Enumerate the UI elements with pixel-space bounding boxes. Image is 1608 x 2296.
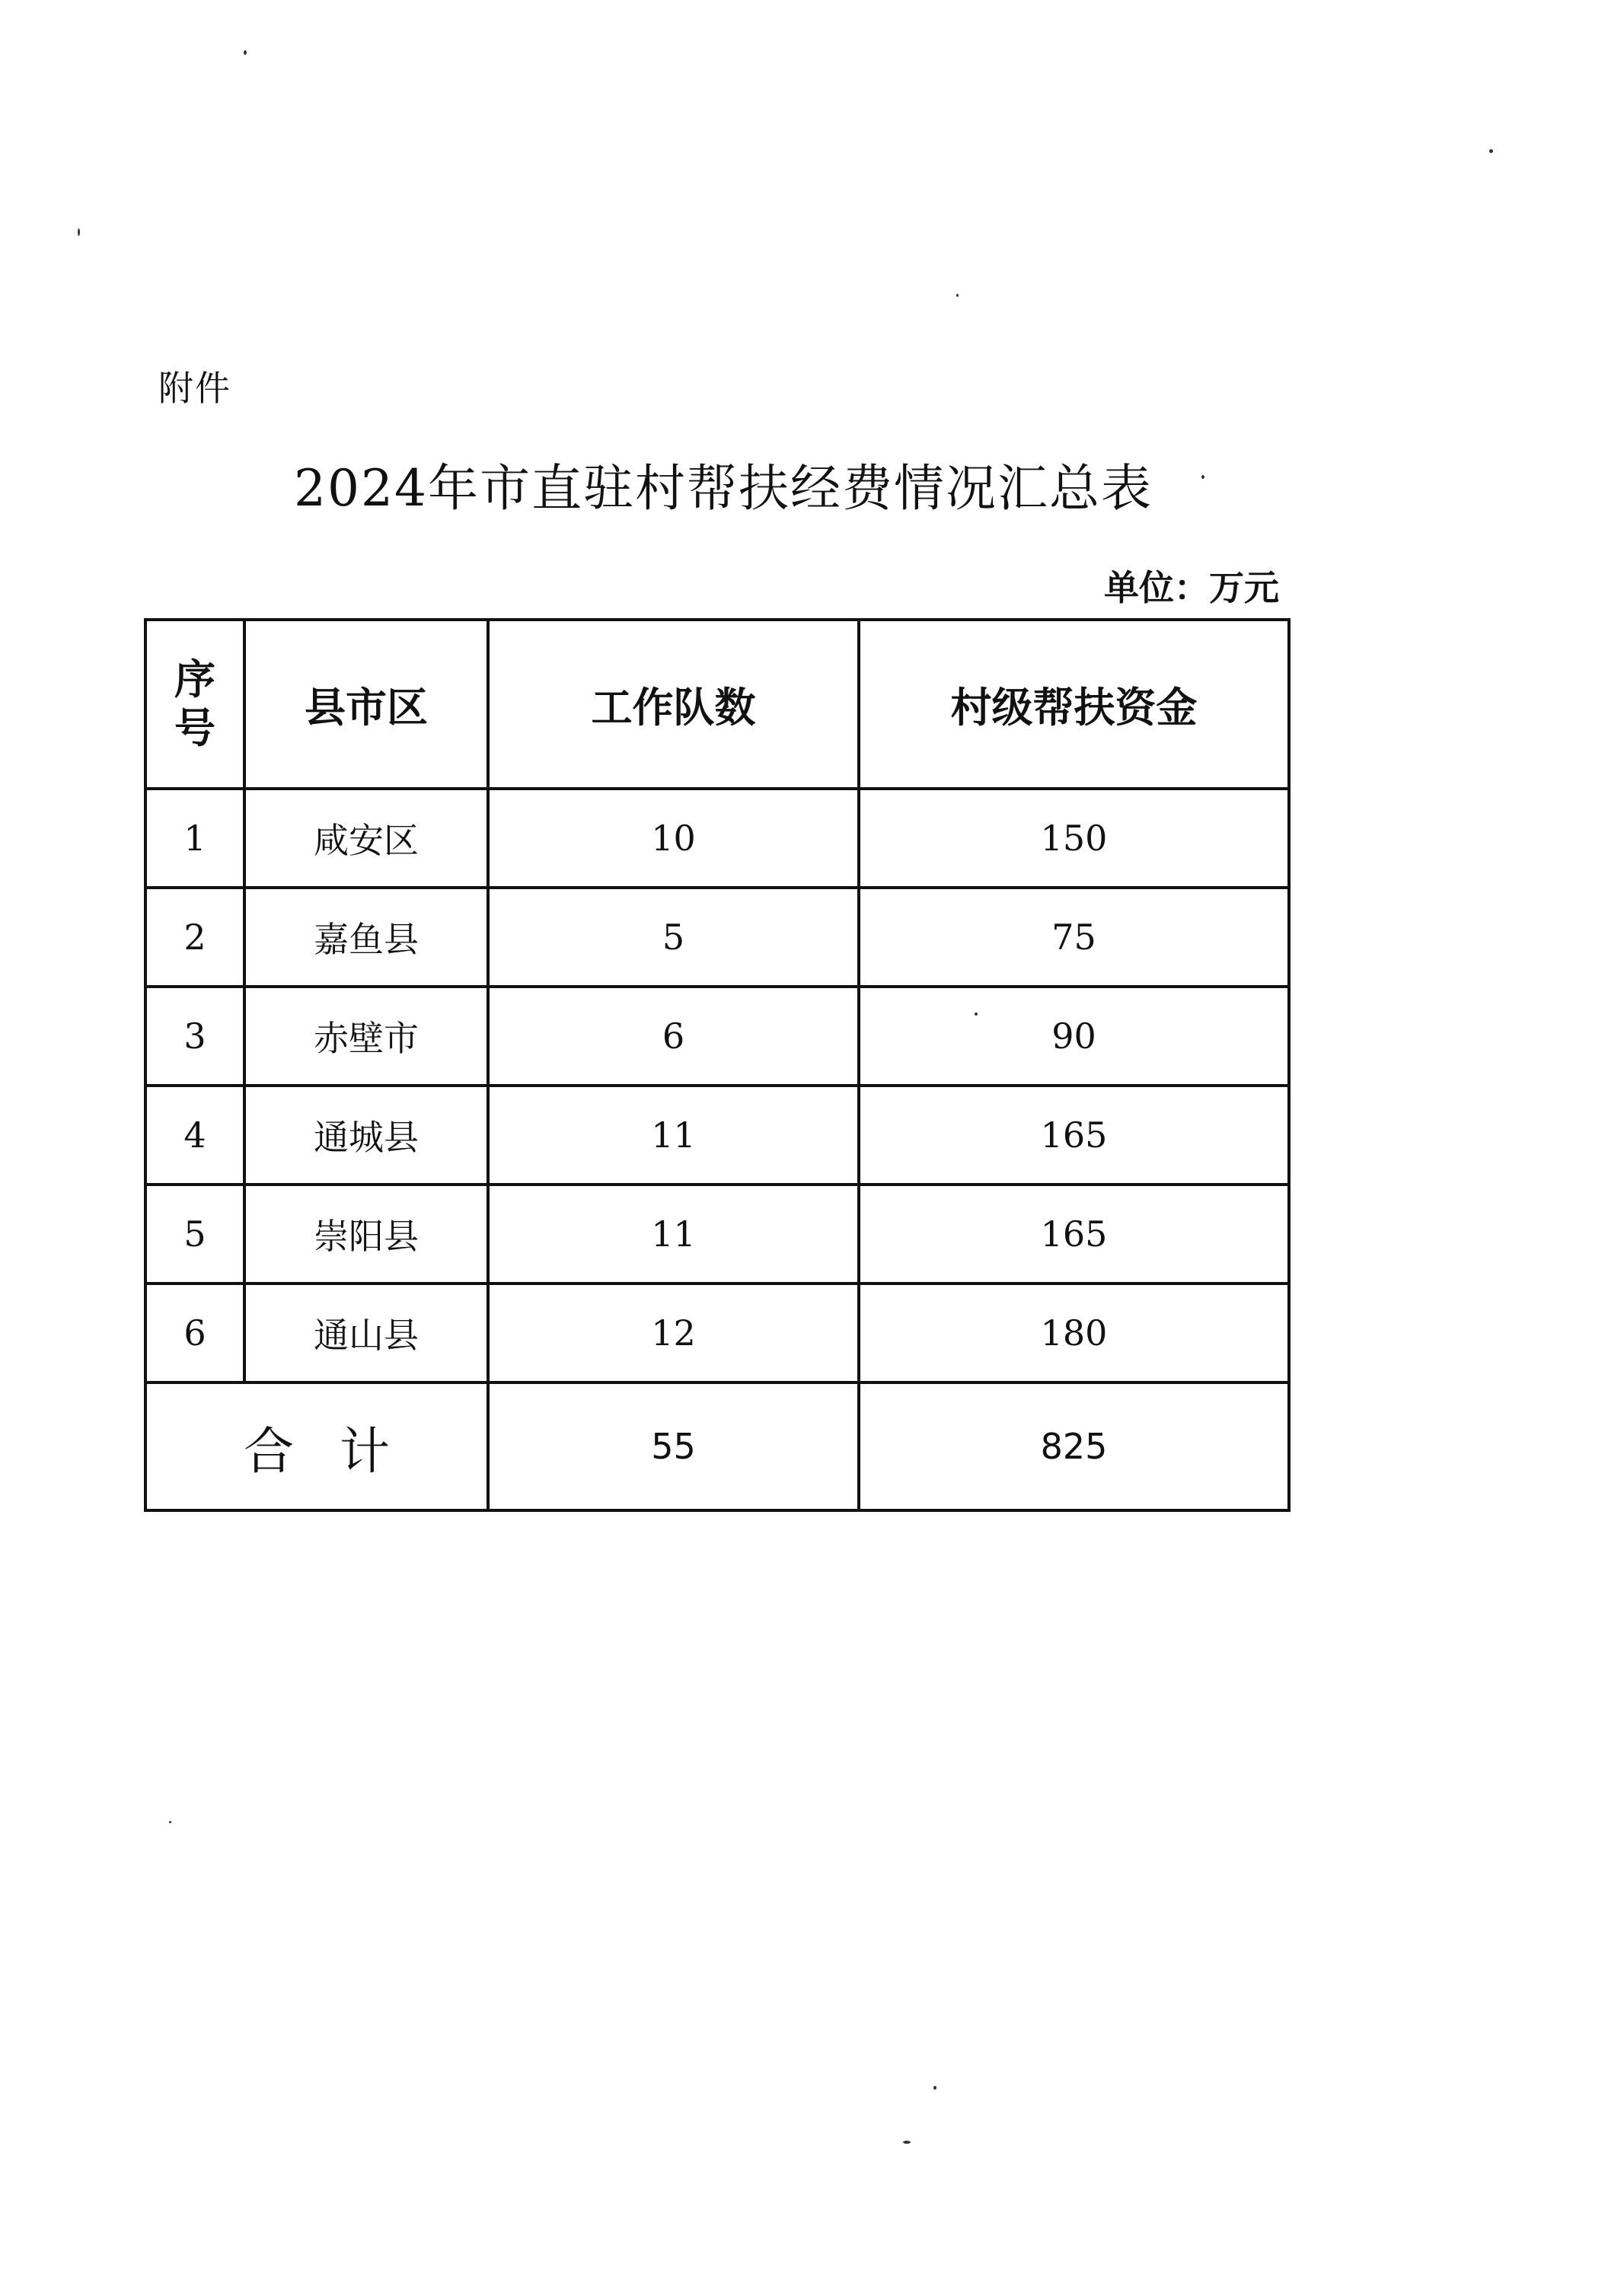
- scan-speck: [169, 1821, 171, 1823]
- total-teams: 55: [488, 1382, 859, 1510]
- cell-funds: 180: [859, 1284, 1289, 1382]
- total-label: 合计: [145, 1382, 488, 1510]
- scan-speck: [975, 1012, 978, 1016]
- cell-funds: 90: [859, 987, 1289, 1086]
- cell-funds: 75: [859, 888, 1289, 987]
- header-teams: 工作队数: [488, 620, 859, 789]
- table-row: [145, 789, 1289, 888]
- table-row: [145, 987, 1289, 1086]
- scan-speck: [244, 50, 247, 55]
- table-header-row: [145, 620, 1289, 789]
- cell-seq: 6: [145, 1284, 244, 1382]
- cell-funds: 165: [859, 1086, 1289, 1185]
- cell-county: 通城县: [244, 1086, 488, 1185]
- cell-county: 咸安区: [244, 789, 488, 888]
- scan-speck: [78, 228, 80, 236]
- cell-county: 嘉鱼县: [244, 888, 488, 987]
- table-row: [145, 1284, 1289, 1382]
- scan-speck: [903, 2141, 911, 2144]
- cell-county: 赤壁市: [244, 987, 488, 1086]
- scan-speck: [1201, 475, 1204, 479]
- scan-speck: [933, 2086, 936, 2090]
- cell-teams: 6: [488, 987, 859, 1086]
- cell-county: 崇阳县: [244, 1185, 488, 1284]
- cell-seq: 5: [145, 1185, 244, 1284]
- cell-seq: 3: [145, 987, 244, 1086]
- header-funds: 村级帮扶资金: [859, 620, 1289, 789]
- scan-speck: [956, 294, 959, 297]
- page-title: 2024年市直驻村帮扶经费情况汇总表: [294, 459, 1153, 518]
- header-county: 县市区: [244, 620, 488, 789]
- table-row: [145, 1185, 1289, 1284]
- cell-teams: 11: [488, 1086, 859, 1185]
- cell-county: 通山县: [244, 1284, 488, 1382]
- summary-table: [144, 618, 1291, 1512]
- cell-seq: 4: [145, 1086, 244, 1185]
- cell-seq: 1: [145, 789, 244, 888]
- header-seq: [145, 620, 244, 789]
- cell-funds: 150: [859, 789, 1289, 888]
- cell-teams: 11: [488, 1185, 859, 1284]
- total-funds: 825: [859, 1382, 1289, 1510]
- cell-seq: 2: [145, 888, 244, 987]
- unit-label: 单位：万元: [1104, 567, 1279, 608]
- table-row: [145, 888, 1289, 987]
- attachment-label: 附件: [158, 368, 231, 409]
- total-row: [145, 1382, 1289, 1510]
- cell-teams: 12: [488, 1284, 859, 1382]
- table-row: [145, 1086, 1289, 1185]
- cell-teams: 5: [488, 888, 859, 987]
- scan-speck: [1489, 149, 1493, 153]
- header-seq-text: 序号: [174, 655, 215, 752]
- cell-teams: 10: [488, 789, 859, 888]
- cell-funds: 165: [859, 1185, 1289, 1284]
